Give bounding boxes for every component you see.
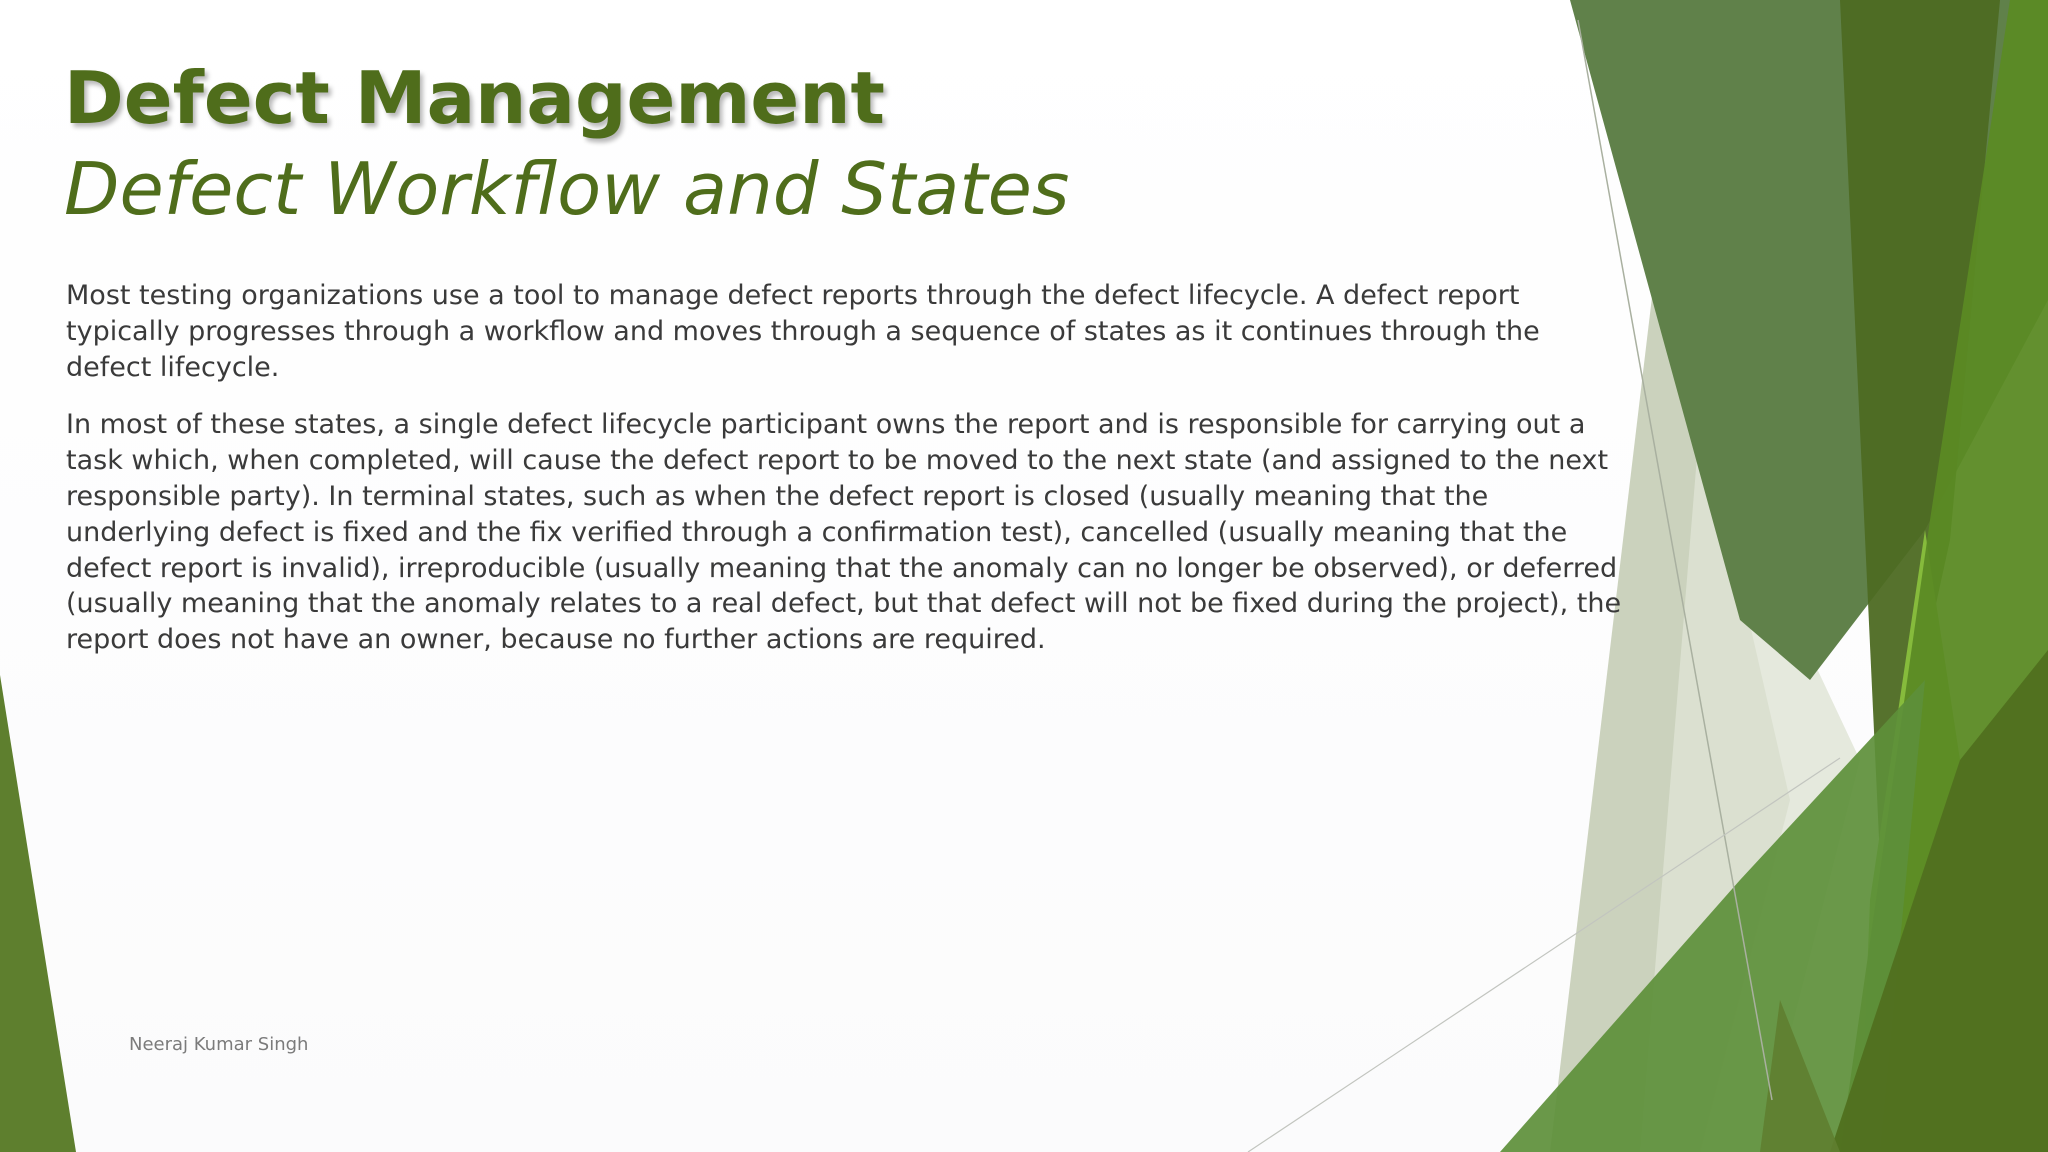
slide-title: Defect Management xyxy=(64,56,885,140)
left-green-shape xyxy=(0,675,76,1152)
body-paragraph-2: In most of these states, a single defect lifecycle participant owns the report and is responsible for carrying out a task which, when completed, will cause the defect report to be moved to the next state (and assigned to the next responsible party). In terminal states, such as when the defect report is closed (usually meaning that the underlying defect is fixed and the fix verified through a confirmation test), cancelled (usually meaning that the defect report is invalid), irreproducible (usually meaning that the anomaly can no longer be observed), or deferred (usually meaning that the anomaly relates to a real defect, but that defect will not be fixed during the project), the report does not have an owner, because no further actions are required. xyxy=(66,409,1622,656)
slide-subtitle: Defect Workflow and States xyxy=(64,147,1070,231)
footer-author: Neeraj Kumar Singh xyxy=(129,1034,309,1055)
slide-body xyxy=(66,278,1626,680)
body-paragraph-1: Most testing organizations use a tool to manage defect reports through the defect lifecycle. A defect report typically progresses through a workflow and moves through a sequence of states as it continues through the defect lifecycle. xyxy=(66,280,1540,383)
